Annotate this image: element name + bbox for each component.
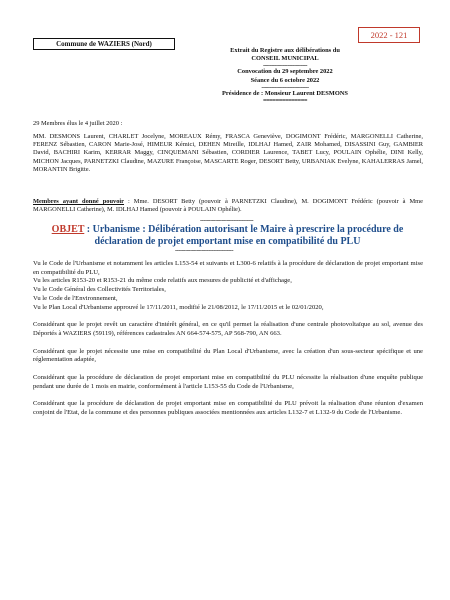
visa-paragraph: Vu les articles R153-20 et R153-21 du même code relatifs aux mesures de publicité et d'affichage,: [33, 277, 292, 285]
objet-bottom-separator: -----------------------------------: [175, 247, 234, 254]
proxies-label: Membres ayant donné pouvoir: [33, 198, 125, 205]
visa-paragraph: Vu le Code de l'Urbanisme et notamment les articles L153-54 et suivants et L300-6 relatifs à la procédure de déclaration de projet emportant mise en compatibilité du PLU,: [33, 260, 423, 276]
header-separator: ==============: [263, 97, 307, 105]
considerant-paragraph: Considérant que le projet revêt un caractère d'intérêt général, en ce qu'il permet la réalisation d'une centrale photovoltaïque au sol, avenue des Déportés à WAZIERS (59119), références cadastrales AN 664-574-575, AP 568-790, AN 663.: [33, 321, 423, 337]
visa-paragraph: Vu le Plan Local d'Urbanisme approuvé le 17/11/2011, modifié le 21/08/2012, le 17/11/2015 et le 02/01/2020,: [33, 303, 324, 311]
considerant-paragraph: Considérant que le projet nécessite une mise en compatibilité du Plan Local d'Urbanisme, avec la création d'un sous-secteur spécifique et une réglementation adaptée,: [33, 347, 423, 364]
proxies-paragraph: [33, 198, 423, 214]
register-extract-title: Extrait du Registre aux délibérations du: [230, 47, 340, 54]
council-title: CONSEIL MUNICIPAL: [251, 55, 319, 63]
members-count: 29 Membres élus le 4 juillet 2020 :: [33, 120, 123, 127]
objet-heading: [45, 224, 410, 247]
session-date: Séance du 6 octobre 2022: [250, 76, 320, 84]
presidency-line: Présidence de : Monsieur Laurent DESMONS: [222, 89, 348, 97]
deliberation-body: [33, 260, 423, 418]
convocation-date: Convocation du 29 septembre 2022: [237, 68, 333, 76]
header-separator: ---------------------------: [263, 62, 307, 70]
objet-text: : Urbanisme : Délibération autorisant le Maire à prescrire la procédure de déclaration de projet emportant mise en compatibilité du PLU: [84, 224, 404, 247]
register-header: [200, 47, 370, 103]
considerant-paragraph: Considérant que la procédure de déclaration de projet emportant mise en compatibilité du PLU prévoit la réalisation d'une réunion d'examen conjoint de l'Etat, de la commune et des personnes publiques associées mentionnées aux articles L132-7 et L132-9 du Code de l'Urbanisme.: [33, 400, 423, 417]
header-separator: -----------------------------: [261, 83, 309, 91]
objet-label: OBJET: [51, 224, 85, 235]
proxies-text: : Mme. DESORT Betty (pouvoir à PARNETZKI Claudine), M. DOGIMONT Frédéric (pouvoir à Mme MARGONELLI Catherine), M. IDLHAJ Hamed (pouvoir à POULAIN Ophélie).: [33, 198, 423, 214]
visa-paragraph: Vu le Code Général des Collectivités Territoriales,: [33, 286, 166, 294]
attendees-list: MM. DESMONS Laurent, CHARLET Jocelyne, MOREAUX Rémy, FRASCA Geneviève, DOGIMONT Frédéric, MARGONELLI Catherine, FERENZ Sébastien, CARON Marie-José, HIMEUR Kémici, DEHEN Mireille, IDLHAJ Hamed, ZAIR Mohamed, DISASSINI Guy, GAMBIER David, BACHIRI Karim, KERRAR Maggy, CINQUEMANI Sébastien, CORDIER Laurence, TABET Lucy, POULAIN Ophélie, DINI Kelly, MICHON Jacques, PARNETZKI Claudine, MAZURE Françoise, MASCARTE Roger, DESORT Betty, URBANIAK Evelyne, KAHALERRAS Jamel, MORANTIN Brigitte.: [33, 133, 423, 173]
deliberation-reference-badge: 2022 - 121: [358, 27, 420, 43]
considerant-paragraph: Considérant que la procédure de déclaration de projet emportant mise en compatibilité du PLU nécessite la réalisation d'une enquête publique pendant une durée de 1 mois en mairie, conformément à l'article L153-55 du Code de l'Urbanisme,: [33, 374, 423, 390]
visa-paragraph: Vu le Code de l'Environnement,: [33, 294, 118, 302]
commune-name-box: Commune de WAZIERS (Nord): [33, 38, 175, 50]
objet-top-separator: --------------------------------: [200, 217, 254, 224]
